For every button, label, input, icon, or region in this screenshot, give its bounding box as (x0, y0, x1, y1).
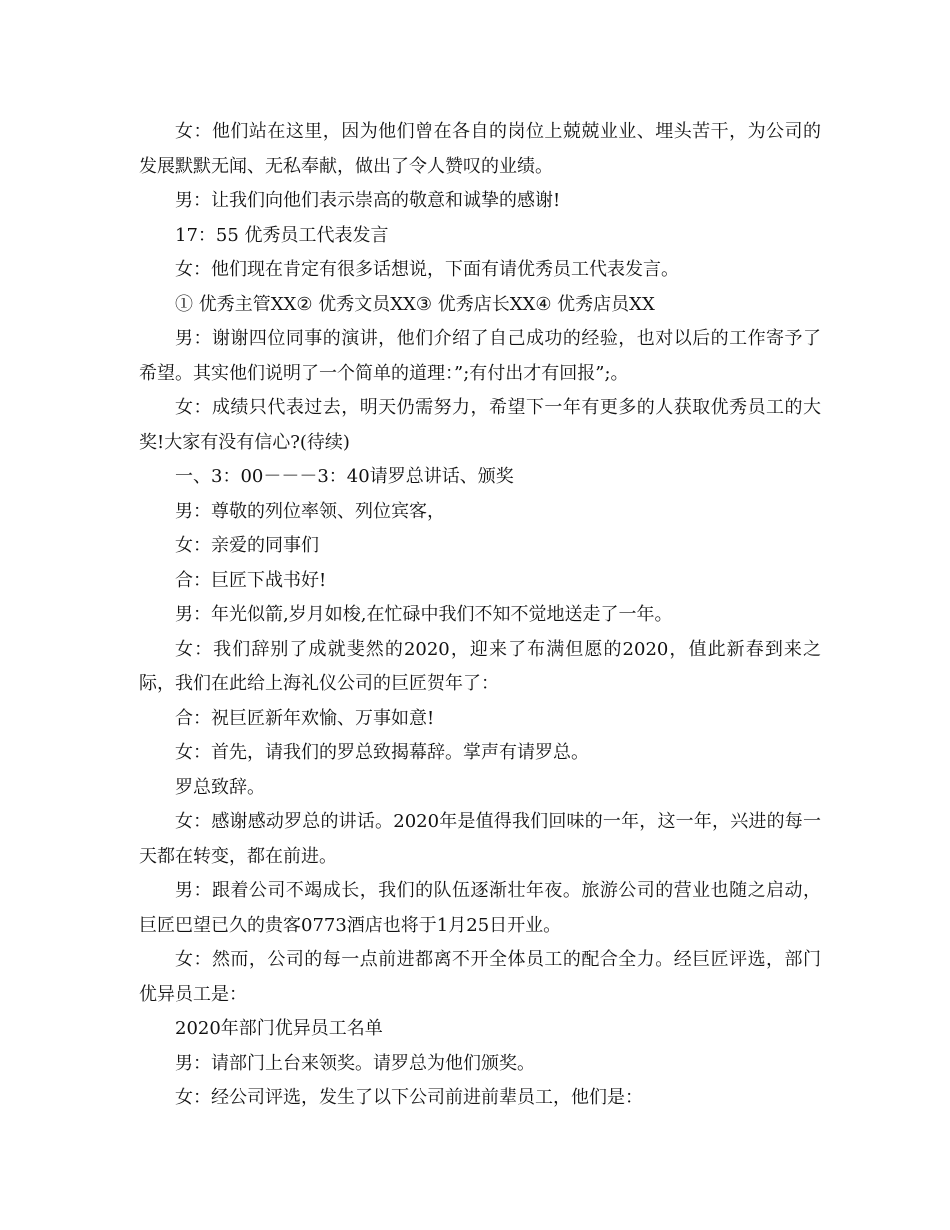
paragraph: 一、3：00－－－3：40请罗总讲话、颁奖 (175, 466, 514, 487)
paragraph: 男：跟着公司不竭成长，我们的队伍逐渐壮年夜。旅游公司的营业也随之启动，巨匠巴望已久的贵客0773酒店也将于1月25日开业。 (139, 880, 821, 936)
paragraph: 男：年光似箭,岁月如梭,在忙碌中我们不知不觉地送走了一年。 (175, 604, 673, 625)
paragraph: 女：成绩只代表过去，明天仍需努力，希望下一年有更多的人获取优秀员工的大奖!大家有没有信心?(待续) (139, 397, 821, 453)
paragraph: 罗总致辞。 (175, 776, 265, 798)
paragraph: 2020年部门优异员工名单 (175, 1018, 383, 1039)
paragraph: 女：他们现在肯定有很多话想说，下面有请优秀员工代表发言。 (175, 259, 679, 280)
paragraph: 女：我们辞别了成就斐然的2020，迎来了布满但愿的2020，值此新春到来之际，我们在此给上海礼仪公司的巨匠贺年了： (139, 638, 821, 694)
paragraph: 男：让我们向他们表示崇高的敬意和诚挚的感谢! (175, 190, 561, 211)
document-body (139, 115, 821, 1116)
paragraph: 女：感谢感动罗总的讲话。2020年是值得我们回味的一年，这一年，兴进的每一天都在转变，都在前进。 (139, 811, 821, 867)
paragraph: 合：巨匠下战书好! (175, 569, 327, 591)
paragraph: 17：55 优秀员工代表发言 (175, 224, 389, 246)
paragraph: 男：谢谢四位同事的演讲，他们介绍了自己成功的经验，也对以后的工作寄予了希望。其实他们说明了一个简单的道理：”;有付出才有回报”;。 (139, 328, 821, 384)
paragraph: 女：亲爱的同事们 (175, 535, 319, 556)
paragraph: ① 优秀主管XX② 优秀文员XX③ 优秀店长XX④ 优秀店员XX (175, 293, 655, 315)
paragraph: 女：他们站在这里，因为他们曾在各自的岗位上兢兢业业、埋头苦干，为公司的发展默默无闻、无私奉献，做出了令人赞叹的业绩。 (139, 121, 821, 177)
paragraph: 合：祝巨匠新年欢愉、万事如意! (175, 707, 435, 729)
paragraph: 男：尊敬的列位率领、列位宾客， (175, 500, 445, 522)
paragraph: 男：请部门上台来领奖。请罗总为他们颁奖。 (175, 1052, 535, 1074)
paragraph: 女：经公司评选，发生了以下公司前进前辈员工，他们是： (175, 1087, 643, 1108)
paragraph: 女：首先，请我们的罗总致揭幕辞。掌声有请罗总。 (175, 742, 589, 763)
paragraph: 女：然而，公司的每一点前进都离不开全体员工的配合全力。经巨匠评选，部门优异员工是： (139, 949, 821, 1005)
